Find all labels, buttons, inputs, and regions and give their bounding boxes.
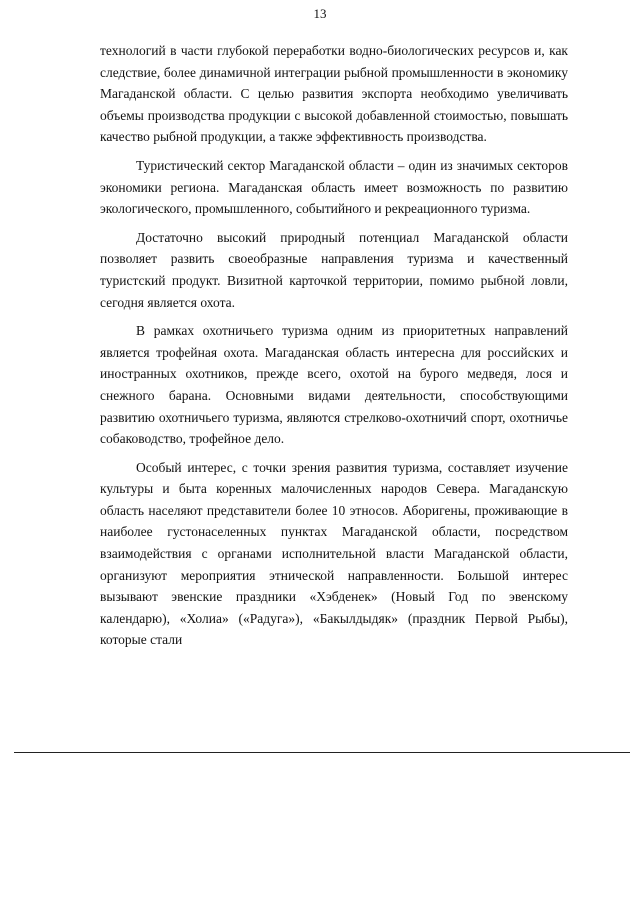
paragraph-3: Достаточно высокий природный потенциал Магаданской области позволяет развить своеобразные направления туризма и качественный туристский продукт. Визитной карточкой территории, помимо рыбной ловли, сегодня является охота. [100, 229, 568, 310]
paragraph-4: В рамках охотничьего туризма одним из приоритетных направлений является трофейная охота. Магаданская область интересна для российских и иностранных охотников, прежде всего, охотой на бурого медведя, лося и снежного барана. Основными видами деятельности, способствующими развитию охотничьего туризма, являются стрелково-охотничий спорт, охотничье собаководство, трофейное дело. [100, 323, 568, 447]
document-body [100, 40, 568, 658]
paragraph-5: Особый интерес, с точки зрения развития туризма, составляет изучение культуры и быта коренных малочисленных народов Севера. Магаданскую область населяют представители более 10 этносов. Аборигены, проживающие в наиболее густонаселенных пунктах Магаданской области, посредством взаимодействия с органами исполнительной власти Магаданской области, организуют мероприятия этнической направленности. Большой интерес вызывают эвенские праздники «Хэбденек» (Новый Год по эвенскому календарю), «Холиа» («Радуга»), «Бакылдыдяк» (праздник Первой Рыбы), которые стали [100, 459, 568, 648]
page-divider-line [14, 752, 630, 753]
page-number: 13 [313, 6, 327, 21]
paragraph-1: технологий в части глубокой переработки водно-биологических ресурсов и, как следствие, более динамичной интеграции рыбной промышленности в экономику Магаданской области. С целью развития экспорта необходимо увеличивать объемы производства продукции с высокой добавленной стоимостью, повышать качество рыбной продукции, а также эффективность производства. [100, 43, 568, 145]
paragraph-2: Туристический сектор Магаданской области – один из значимых секторов экономики региона. Магаданская область имеет возможность по развитию экологического, промышленного, событийного и рекреационного туризма. [100, 157, 568, 217]
